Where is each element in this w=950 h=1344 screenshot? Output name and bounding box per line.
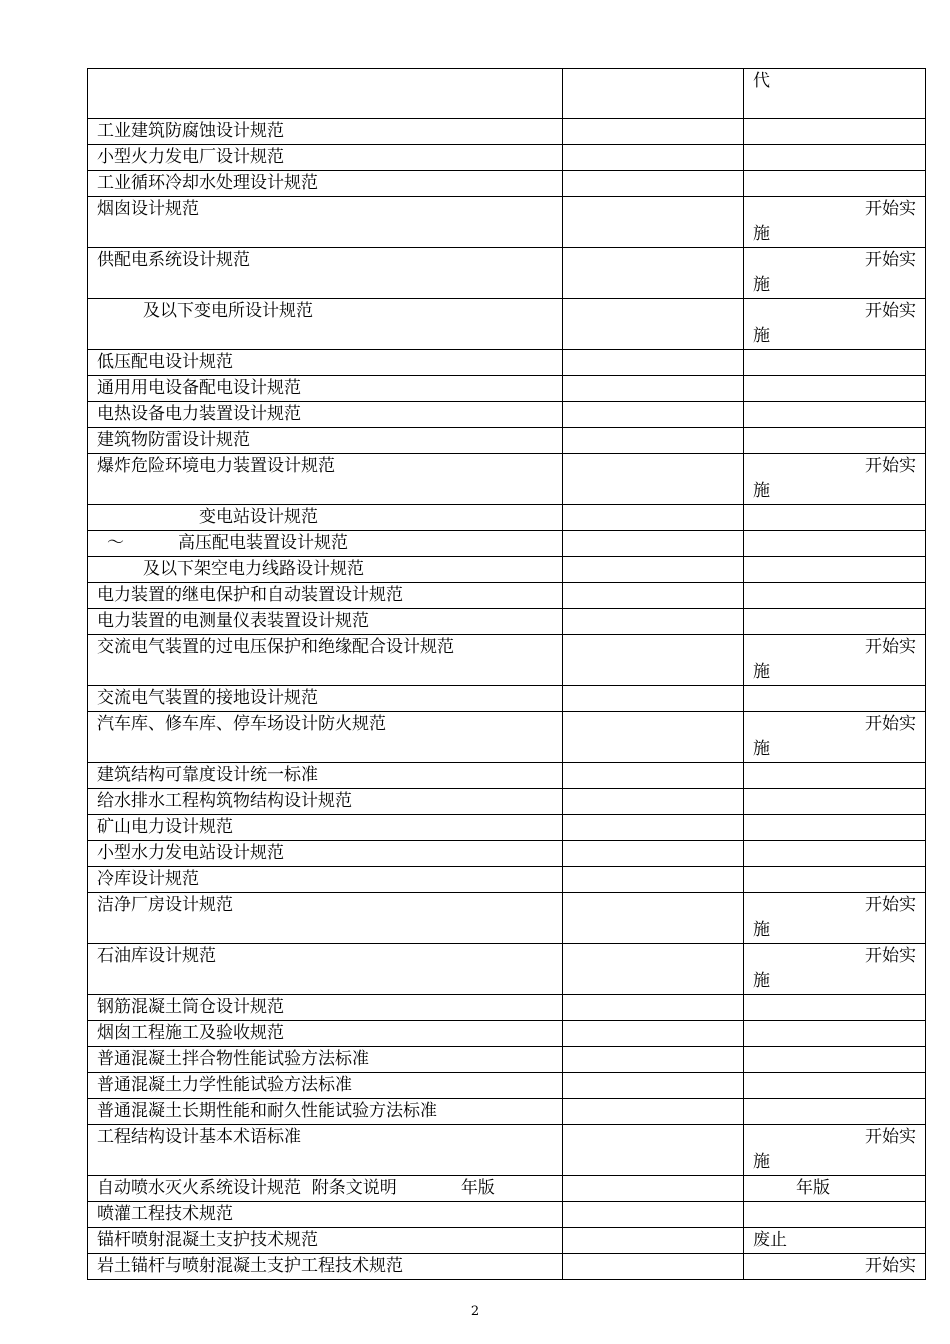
standard-code-cell <box>563 69 744 119</box>
standards-table-body <box>88 69 926 1280</box>
standard-code-cell <box>563 1047 744 1073</box>
table-row <box>88 867 926 893</box>
standard-name: 石油库设计规范 <box>97 946 216 966</box>
standard-code-cell <box>563 376 744 402</box>
standard-name-cell <box>88 197 563 248</box>
standard-code-cell <box>563 145 744 171</box>
standard-name-cell <box>88 1021 563 1047</box>
status-note-line2: 施 <box>753 662 770 682</box>
standard-name-cell <box>88 119 563 145</box>
status-note-cell <box>744 1125 926 1176</box>
table-row <box>88 1228 926 1254</box>
table-row <box>88 197 926 248</box>
standard-code-cell <box>563 119 744 145</box>
status-note-line2: 施 <box>753 920 770 940</box>
standard-name: 锚杆喷射混凝土支护技术规范 <box>97 1230 318 1250</box>
table-row <box>88 1125 926 1176</box>
standard-name-cell <box>88 1228 563 1254</box>
standard-code-cell <box>563 299 744 350</box>
status-note-line1: 开始实 <box>865 946 916 966</box>
standard-code-cell <box>563 815 744 841</box>
standard-name: 及以下架空电力线路设计规范 <box>143 559 364 579</box>
table-row <box>88 119 926 145</box>
standard-name-cell <box>88 815 563 841</box>
status-note-line1: 开始实 <box>865 895 916 915</box>
standard-name: 电力装置的电测量仪表装置设计规范 <box>97 611 369 631</box>
status-note-cell <box>744 995 926 1021</box>
standard-name: 冷库设计规范 <box>97 869 199 889</box>
table-row <box>88 893 926 944</box>
status-note-cell <box>744 428 926 454</box>
status-note-cell <box>744 171 926 197</box>
status-note-line1: 开始实 <box>865 250 916 270</box>
table-row <box>88 454 926 505</box>
standard-name: 普通混凝土长期性能和耐久性能试验方法标准 <box>97 1101 437 1121</box>
standard-name: 电热设备电力装置设计规范 <box>97 404 301 424</box>
status-note-line2: 施 <box>753 275 770 295</box>
standard-code-cell <box>563 635 744 686</box>
status-note: 代 <box>753 71 770 91</box>
standard-code-cell <box>563 350 744 376</box>
status-note-line2: 施 <box>753 739 770 759</box>
standard-name-cell <box>88 609 563 635</box>
standard-name-cell <box>88 635 563 686</box>
standard-name: 钢筋混凝土筒仓设计规范 <box>97 997 284 1017</box>
status-note-line2: 施 <box>753 971 770 991</box>
standard-code-cell <box>563 248 744 299</box>
standard-name: 自动喷水灭火系统设计规范 附条文说明 <box>97 1178 397 1198</box>
status-note-cell <box>744 1254 926 1280</box>
status-note-cell <box>744 69 926 119</box>
table-row <box>88 376 926 402</box>
table-row <box>88 1202 926 1228</box>
standard-name-cell <box>88 1125 563 1176</box>
standard-name-cell <box>88 583 563 609</box>
table-row <box>88 995 926 1021</box>
standard-name-cell <box>88 995 563 1021</box>
status-note-cell <box>744 815 926 841</box>
status-note-line1: 开始实 <box>865 714 916 734</box>
table-row <box>88 299 926 350</box>
table-row <box>88 841 926 867</box>
standard-code-cell <box>563 428 744 454</box>
standard-name: 交流电气装置的过电压保护和绝缘配合设计规范 <box>97 637 454 657</box>
status-note-cell <box>744 402 926 428</box>
table-row <box>88 583 926 609</box>
table-row <box>88 1099 926 1125</box>
table-row <box>88 763 926 789</box>
status-note-cell <box>744 376 926 402</box>
standard-name-cell <box>88 1254 563 1280</box>
table-row <box>88 350 926 376</box>
table-row <box>88 1176 926 1202</box>
status-note-cell <box>744 609 926 635</box>
status-note-cell <box>744 197 926 248</box>
table-row <box>88 635 926 686</box>
standard-name: 低压配电设计规范 <box>97 352 233 372</box>
standard-name-cell <box>88 428 563 454</box>
table-row <box>88 712 926 763</box>
standard-name: 交流电气装置的接地设计规范 <box>97 688 318 708</box>
standard-name-cell <box>88 1073 563 1099</box>
page-number: 2 <box>470 1304 480 1319</box>
standard-name-cell <box>88 893 563 944</box>
standard-name: 普通混凝土力学性能试验方法标准 <box>97 1075 352 1095</box>
table-row <box>88 557 926 583</box>
status-note-cell <box>744 299 926 350</box>
standard-name-cell <box>88 505 563 531</box>
standard-name: 喷灌工程技术规范 <box>97 1204 233 1224</box>
standard-code-cell <box>563 531 744 557</box>
standard-name: 建筑结构可靠度设计统一标准 <box>97 765 318 785</box>
standard-code-cell <box>563 1125 744 1176</box>
status-note-cell <box>744 1047 926 1073</box>
status-note-cell <box>744 1228 926 1254</box>
standard-code-cell <box>563 712 744 763</box>
status-note-cell <box>744 841 926 867</box>
standard-name: 小型火力发电厂设计规范 <box>97 147 284 167</box>
standard-name: 普通混凝土拌合物性能试验方法标准 <box>97 1049 369 1069</box>
standard-name-cell <box>88 171 563 197</box>
standard-code-cell <box>563 197 744 248</box>
status-note-cell <box>744 867 926 893</box>
standard-code-cell <box>563 1176 744 1202</box>
status-note-line2: 施 <box>753 1152 770 1172</box>
standard-name: 通用用电设备配电设计规范 <box>97 378 301 398</box>
standard-code-cell <box>563 402 744 428</box>
standard-name: 爆炸危险环境电力装置设计规范 <box>97 456 335 476</box>
table-row <box>88 531 926 557</box>
standard-name-cell <box>88 402 563 428</box>
table-row <box>88 428 926 454</box>
standard-name-cell <box>88 712 563 763</box>
standard-name: 工程结构设计基本术语标准 <box>97 1127 301 1147</box>
status-note: 开始实 <box>865 1256 916 1276</box>
standard-code-cell <box>563 893 744 944</box>
standard-name-cell <box>88 248 563 299</box>
standard-code-cell <box>563 1021 744 1047</box>
standard-name-cell <box>88 557 563 583</box>
status-note-cell <box>744 686 926 712</box>
standard-code-cell <box>563 557 744 583</box>
standard-name: 岩土锚杆与喷射混凝土支护工程技术规范 <box>97 1256 403 1276</box>
status-note-cell <box>744 944 926 995</box>
status-note-cell <box>744 248 926 299</box>
standard-code-cell <box>563 1254 744 1280</box>
standard-name: 工业建筑防腐蚀设计规范 <box>97 121 284 141</box>
table-row <box>88 1254 926 1280</box>
standard-name-cell <box>88 944 563 995</box>
status-note-cell <box>744 712 926 763</box>
status-note-cell <box>744 350 926 376</box>
standard-code-cell <box>563 1202 744 1228</box>
standard-code-cell <box>563 867 744 893</box>
standard-name-cell <box>88 299 563 350</box>
standard-code-cell <box>563 505 744 531</box>
table-row <box>88 171 926 197</box>
standard-name: 变电站设计规范 <box>199 507 318 527</box>
standard-code-cell <box>563 171 744 197</box>
standard-edition: 年版 <box>460 1178 495 1198</box>
standard-name-cell <box>88 789 563 815</box>
status-note-cell <box>744 1202 926 1228</box>
standard-name-cell <box>88 350 563 376</box>
status-note-cell <box>744 1021 926 1047</box>
table-row <box>88 686 926 712</box>
standard-name-cell <box>88 841 563 867</box>
status-note-line2: 施 <box>753 481 770 501</box>
status-note-line1: 开始实 <box>865 1127 916 1147</box>
standard-code-cell <box>563 454 744 505</box>
standard-name-cell <box>88 686 563 712</box>
status-note-line1: 开始实 <box>865 301 916 321</box>
status-note-cell <box>744 1176 926 1202</box>
standard-code-cell <box>563 995 744 1021</box>
status-note-line1: 开始实 <box>865 456 916 476</box>
standard-code-cell <box>563 789 744 815</box>
table-row <box>88 609 926 635</box>
status-note-cell <box>744 145 926 171</box>
standard-name-cell <box>88 763 563 789</box>
table-row <box>88 1021 926 1047</box>
status-note-line2: 施 <box>753 224 770 244</box>
table-row <box>88 248 926 299</box>
status-note-line1: 开始实 <box>865 637 916 657</box>
table-row <box>88 402 926 428</box>
table-row <box>88 505 926 531</box>
standard-name: 电力装置的继电保护和自动装置设计规范 <box>97 585 403 605</box>
status-note-line2: 施 <box>753 326 770 346</box>
standard-name: ～ 高压配电装置设计规范 <box>107 533 349 553</box>
standard-code-cell <box>563 841 744 867</box>
standard-code-cell <box>563 1099 744 1125</box>
standard-name-cell <box>88 1099 563 1125</box>
standard-name-cell <box>88 1176 563 1202</box>
standard-name: 工业循环冷却水处理设计规范 <box>97 173 318 193</box>
standard-name: 矿山电力设计规范 <box>97 817 233 837</box>
status-note-cell <box>744 893 926 944</box>
standard-code-cell <box>563 944 744 995</box>
status-note-cell <box>744 635 926 686</box>
standard-name: 及以下变电所设计规范 <box>143 301 313 321</box>
status-note-cell <box>744 763 926 789</box>
standard-code-cell <box>563 763 744 789</box>
standard-name: 烟囱设计规范 <box>97 199 199 219</box>
table-row <box>88 69 926 119</box>
standards-table <box>87 68 926 1280</box>
standard-name-cell <box>88 376 563 402</box>
status-note-cell <box>744 1073 926 1099</box>
standard-name: 洁净厂房设计规范 <box>97 895 233 915</box>
standard-name: 烟囱工程施工及验收规范 <box>97 1023 284 1043</box>
standard-name: 供配电系统设计规范 <box>97 250 250 270</box>
standard-name: 给水排水工程构筑物结构设计规范 <box>97 791 352 811</box>
table-row <box>88 145 926 171</box>
status-note-cell <box>744 454 926 505</box>
status-note-cell <box>744 505 926 531</box>
standard-code-cell <box>563 609 744 635</box>
standard-name-cell <box>88 1047 563 1073</box>
standard-name: 小型水力发电站设计规范 <box>97 843 284 863</box>
standard-name: 汽车库、修车库、停车场设计防火规范 <box>97 714 386 734</box>
status-note-cell <box>744 531 926 557</box>
status-note-cell <box>744 1099 926 1125</box>
table-row <box>88 1073 926 1099</box>
standard-code-cell <box>563 686 744 712</box>
standard-name-cell <box>88 69 563 119</box>
standard-name-cell <box>88 867 563 893</box>
standard-name: 建筑物防雷设计规范 <box>97 430 250 450</box>
status-note-cell <box>744 583 926 609</box>
status-note: 年版 <box>796 1178 830 1198</box>
status-note: 废止 <box>753 1230 787 1250</box>
standard-name-cell <box>88 454 563 505</box>
status-note-cell <box>744 789 926 815</box>
table-row <box>88 1047 926 1073</box>
table-row <box>88 944 926 995</box>
standard-code-cell <box>563 1073 744 1099</box>
standard-name-cell <box>88 531 563 557</box>
status-note-line1: 开始实 <box>865 199 916 219</box>
standard-name-cell <box>88 1202 563 1228</box>
table-row <box>88 815 926 841</box>
status-note-cell <box>744 557 926 583</box>
standard-name-cell <box>88 145 563 171</box>
status-note-cell <box>744 119 926 145</box>
standard-code-cell <box>563 1228 744 1254</box>
standard-code-cell <box>563 583 744 609</box>
table-row <box>88 789 926 815</box>
